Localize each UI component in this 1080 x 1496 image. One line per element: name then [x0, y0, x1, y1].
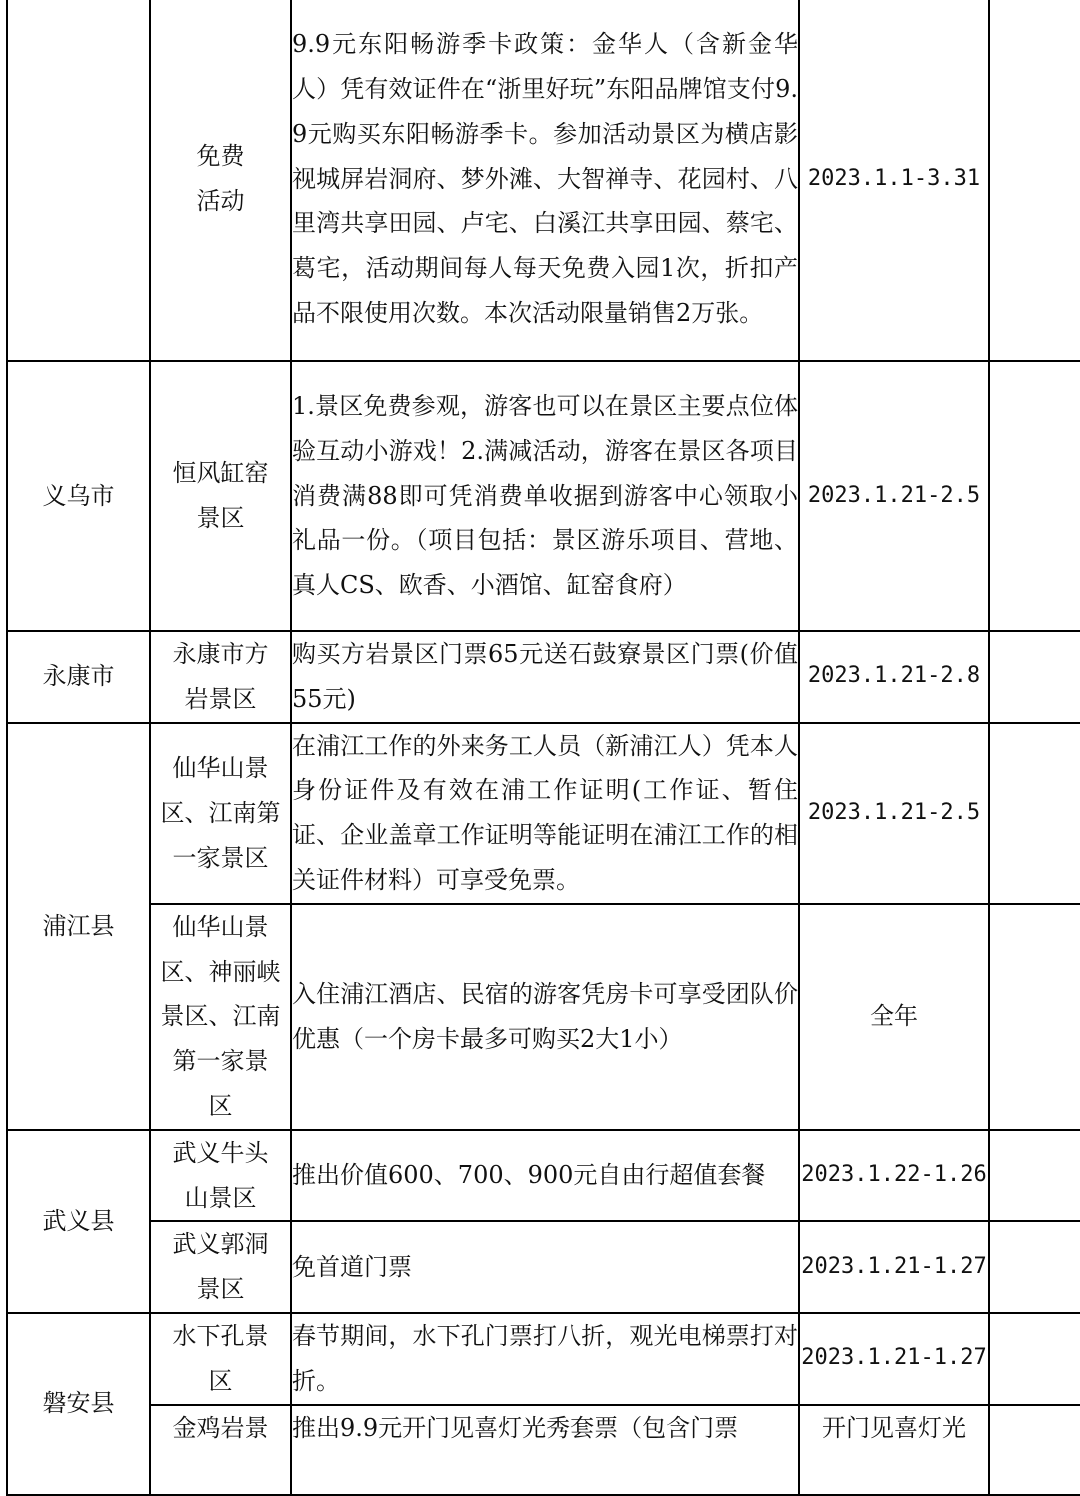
- promotion-description: 在浦江工作的外来务工人员（新浦江人）凭本人身份证件及有效在浦工作证明(工作证、暂住证、企业盖章工作证明等能证明在浦江工作的相关证件材料）可享受免票。: [291, 723, 799, 904]
- promotion-description: 购买方岩景区门票65元送石鼓寮景区门票(价值55元): [291, 631, 799, 723]
- scenic-cell: 武义牛头 山景区: [150, 1130, 291, 1222]
- note-cell: [989, 1313, 1080, 1405]
- region-cell: 浦江县: [7, 723, 150, 1130]
- note-cell: [989, 904, 1080, 1130]
- promotion-table: [6, 0, 1080, 1496]
- scenic-cell: 金鸡岩景: [150, 1405, 291, 1495]
- table-row: [7, 361, 1080, 631]
- scenic-cell: 免费 活动: [150, 0, 291, 361]
- table-row: [7, 1130, 1080, 1222]
- scenic-cell: 武义郭洞 景区: [150, 1221, 291, 1313]
- scenic-cell: 恒风缸窑 景区: [150, 361, 291, 631]
- table-row: [7, 1313, 1080, 1405]
- date-cell: 2023.1.22-1.26: [799, 1130, 989, 1222]
- scenic-cell: 仙华山景 区、江南第 一家景区: [150, 723, 291, 904]
- scenic-cell: 水下孔景 区: [150, 1313, 291, 1405]
- note-cell: [989, 631, 1080, 723]
- table-row: [7, 631, 1080, 723]
- date-cell: 2023.1.1-3.31: [799, 0, 989, 361]
- note-cell: [989, 1405, 1080, 1495]
- region-cell: [7, 0, 150, 361]
- promotion-description: 免首道门票: [291, 1221, 799, 1313]
- table-row: [7, 1405, 1080, 1495]
- scenic-cell: 永康市方 岩景区: [150, 631, 291, 723]
- region-cell: 永康市: [7, 631, 150, 723]
- date-cell: 2023.1.21-1.27: [799, 1221, 989, 1313]
- date-cell: 全年: [799, 904, 989, 1130]
- date-cell: 2023.1.21-2.5: [799, 723, 989, 904]
- note-cell: [989, 1221, 1080, 1313]
- table-row: [7, 723, 1080, 904]
- promotion-description: 推出9.9元开门见喜灯光秀套票（包含门票: [291, 1405, 799, 1495]
- table-row: [7, 0, 1080, 361]
- promotion-description: 1.景区免费参观，游客也可以在景区主要点位体验互动小游戏！2.满减活动，游客在景区各项目消费满88即可凭消费单收据到游客中心领取小礼品一份。（项目包括：景区游乐项目、营地、真人CS、欧香、小酒馆、缸窑食府）: [291, 361, 799, 631]
- note-cell: [989, 0, 1080, 361]
- date-cell: 开门见喜灯光: [799, 1405, 989, 1495]
- note-cell: [989, 1130, 1080, 1222]
- date-cell: 2023.1.21-2.5: [799, 361, 989, 631]
- region-cell: 磐安县: [7, 1313, 150, 1495]
- table-row: [7, 1221, 1080, 1313]
- promotion-description: 9.9元东阳畅游季卡政策：金华人（含新金华人）凭有效证件在“浙里好玩”东阳品牌馆支付9.9元购买东阳畅游季卡。参加活动景区为横店影视城屏岩洞府、梦外滩、大智禅寺、花园村、八里湾共享田园、卢宅、白溪江共享田园、蔡宅、葛宅，活动期间每人每天免费入园1次，折扣产品不限使用次数。本次活动限量销售2万张。: [291, 0, 799, 361]
- region-cell: 武义县: [7, 1130, 150, 1313]
- promotion-description: 春节期间，水下孔门票打八折，观光电梯票打对折。: [291, 1313, 799, 1405]
- scenic-cell: 仙华山景 区、神丽峡 景区、江南 第一家景 区: [150, 904, 291, 1130]
- promotion-description: 入住浦江酒店、民宿的游客凭房卡可享受团队价优惠（一个房卡最多可购买2大1小）: [291, 904, 799, 1130]
- note-cell: [989, 361, 1080, 631]
- region-cell: 义乌市: [7, 361, 150, 631]
- promotion-description: 推出价值600、700、900元自由行超值套餐: [291, 1130, 799, 1222]
- note-cell: [989, 723, 1080, 904]
- date-cell: 2023.1.21-2.8: [799, 631, 989, 723]
- date-cell: 2023.1.21-1.27: [799, 1313, 989, 1405]
- table-row: [7, 904, 1080, 1130]
